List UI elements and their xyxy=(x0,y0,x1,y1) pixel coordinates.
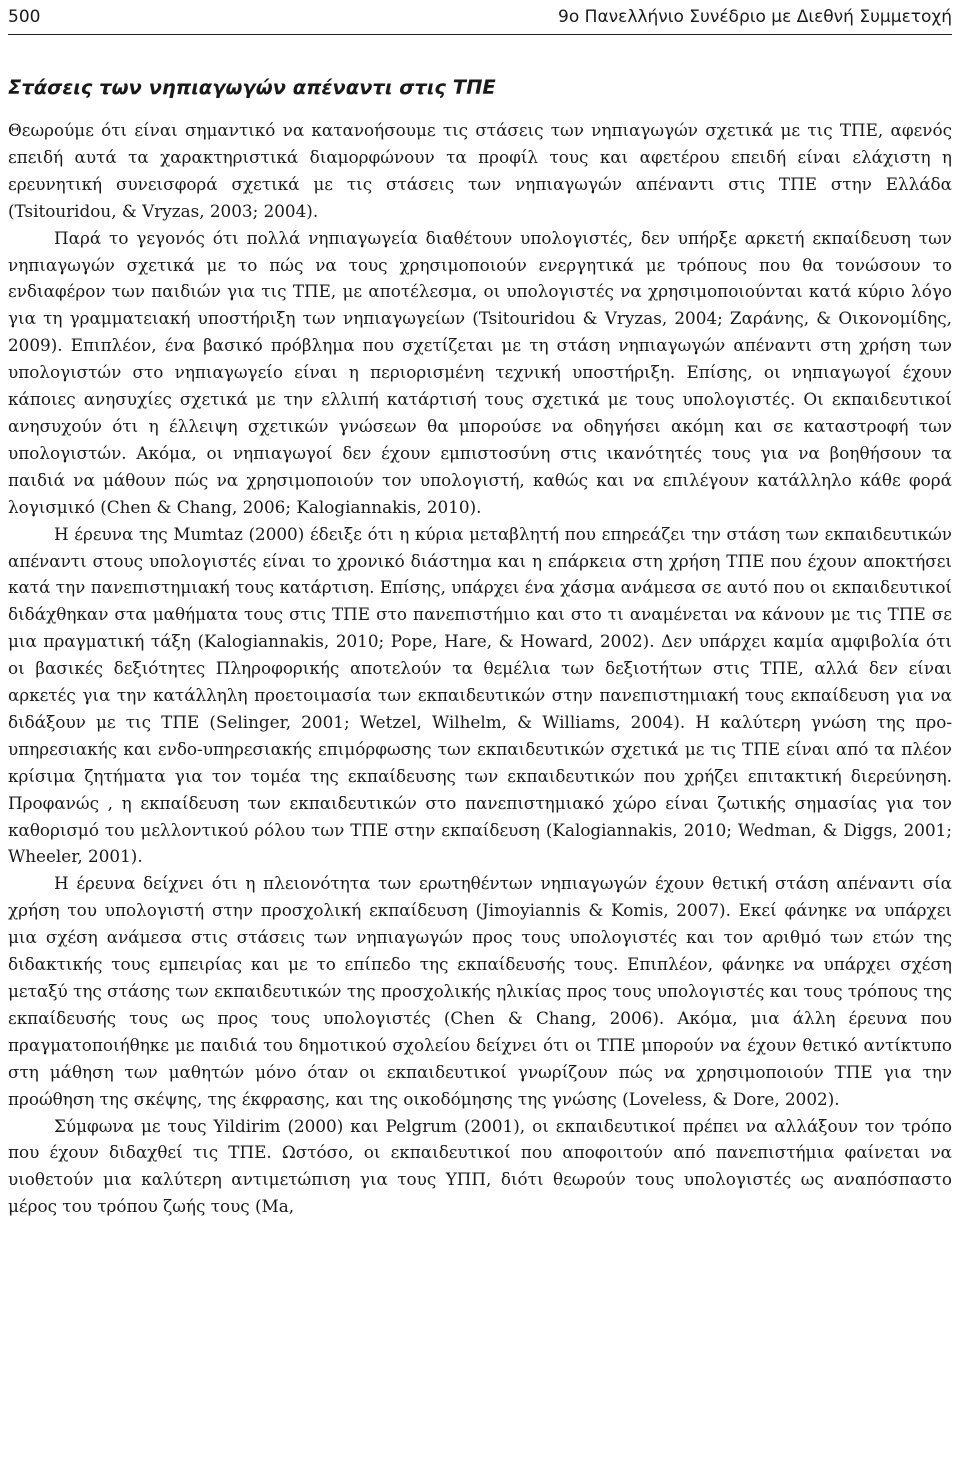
paragraph-4: Η έρευνα δείχνει ότι η πλειονότητα των ερωτηθέντων νηπιαγωγών έχουν θετική στάση απέναντι σία χρήση του υπολογιστή στην προσχολική εκπαίδευση (Jimoyiannis & Komis, 2007). Εκεί φάνηκε να υπάρχει μια σχέση ανάμεσα στις στάσεις των νηπιαγωγών προς τους υπολογιστές και τον αριθμό των ετών της διδακτικής τους εμπειρίας και με το επίπεδο της εκπαίδευσής τους. Επιπλέον, φάνηκε να υπάρχει σχέση μεταξύ της στάσης των εκπαιδευτικών της προσχολικής ηλικίας προς τους υπολογιστές και τους τρόπους της εκπαίδευσής τους ως προς τους υπολογιστές (Chen & Chang, 2006). Ακόμα, μια άλλη έρευνα που πραγματοποιήθηκε με παιδιά του δημοτικού σχολείου δείχνει ότι οι ΤΠΕ μπορούν να έχουν θετικό αντίκτυπο στη μάθηση των μαθητών μόνο όταν οι εκπαιδευτικοί γνωρίζουν πώς να χρησιμοποιούν ΤΠΕ για την προώθηση της σκέψης, της έκφρασης, και της οικοδόμησης της γνώσης (Loveless, & Dore, 2002). xyxy=(8,873,952,1109)
running-title: 9ο Πανελλήνιο Συνέδριο με Διεθνή Συμμετοχή xyxy=(558,7,952,27)
paragraph-3: Η έρευνα της Mumtaz (2000) έδειξε ότι η κύρια μεταβλητή που επηρεάζει την στάση των εκπαιδευτικών απέναντι στους υπολογιστές είναι το χρονικό διάστημα και η επάρκεια στη χρήση ΤΠΕ που έχουν αποκτήσει κατά την πανεπιστημιακή τους κατάρτιση. Επίσης, υπάρχει ένα χάσμα ανάμεσα σε αυτό που οι εκπαιδευτικοί διδάχθηκαν στα μαθήματα τους στις ΤΠΕ στο πανεπιστήμιο και στο τι αναμένεται να κάνουν με τις ΤΠΕ σε μια πραγματική τάξη (Kalogiannakis, 2010; Pope, Hare, & Howard, 2002). Δεν υπάρχει καμία αμφιβολία ότι οι βασικές δεξιότητες Πληροφορικής αποτελούν τα θεμέλια των δεξιοτήτων στις ΤΠΕ, αλλά δεν είναι αρκετές για την κατάλληλη προετοιμασία των εκπαιδευτικών στην πανεπιστημιακή τους εκπαίδευση για να διδάξουν με τις ΤΠΕ (Selinger, 2001; Wetzel, Wilhelm, & Williams, 2004). Η καλύτερη γνώση της προ-υπηρεσιακής και ενδο-υπηρεσιακής επιμόρφωσης των εκπαιδευτικών σχετικά με τις ΤΠΕ είναι από τα πλέον κρίσιμα ζητήματα για τον τομέα της εκπαίδευσης των εκπαιδευτικών που χρήζει επιτακτική διερεύνηση. Προφανώς , η εκπαίδευση των εκπαιδευτικών στο πανεπιστημιακό χώρο είναι ζωτικής σημασίας για τον καθορισμό του μελλοντικού ρόλου των ΤΠΕ στην εκπαίδευση (Kalogiannakis, 2010; Wedman, & Diggs, 2001; Wheeler, 2001). xyxy=(8,523,952,867)
page-header xyxy=(8,0,952,35)
page-number: 500 xyxy=(8,7,41,27)
section-title: Στάσεις των νηπιαγωγών απέναντι στις ΤΠΕ xyxy=(8,76,496,99)
paragraph-5: Σύμφωνα με τους Yildirim (2000) και Pelgrum (2001), οι εκπαιδευτικοί πρέπει να αλλάξουν τον τρόπο που έχουν διδαχθεί τις ΤΠΕ. Ωστόσο, οι εκπαιδευτικοί που αποφοιτούν από πανεπιστήμια φαίνεται να υιοθετούν μια καλύτερη αντιμετώπιση για τους ΥΠΠ, διότι θεωρούν τους υπολογιστές ως αναπόσπαστο μέρος του τρόπου ζωής τους (Ma, xyxy=(8,1115,952,1217)
paragraph-1: Θεωρούμε ότι είναι σημαντικό να κατανοήσουμε τις στάσεις των νηπιαγωγών σχετικά με τις ΤΠΕ, αφενός επειδή αυτά τα χαρακτηριστικά διαμορφώνουν τα προφίλ τους και αφετέρου επειδή είναι ελάχιστη η ερευνητική συνεισφορά σχετικά με τις στάσεις των νηπιαγωγών απέναντι στις ΤΠΕ στην Ελλάδα (Tsitouridou, & Vryzas, 2003; 2004). xyxy=(8,120,952,221)
body-text xyxy=(8,117,952,1220)
paragraph-2: Παρά το γεγονός ότι πολλά νηπιαγωγεία διαθέτουν υπολογιστές, δεν υπήρξε αρκετή εκπαίδευση των νηπιαγωγών σχετικά με το πώς να τους χρησιμοποιούν ενεργητικά με τρόπους που θα τονώσουν το ενδιαφέρον των παιδιών για τις ΤΠΕ, με αποτέλεσμα, οι υπολογιστές να χρησιμοποιούνται κατά κύριο λόγο για τη γραμματειακή υποστήριξη των νηπιαγωγείων (Tsitouridou & Vryzas, 2004; Ζαράνης, & Οικονομίδης, 2009). Επιπλέον, ένα βασικό πρόβλημα που σχετίζεται με τη στάση νηπιαγωγών απέναντι στη χρήση των υπολογιστών στο νηπιαγωγείο είναι η περιορισμένη τεχνική υποστήριξη. Επίσης, οι νηπιαγωγοί έχουν κάποιες ανησυχίες σχετικά με την ελλιπή κατάρτισή τους σχετικά με τους υπολογιστές. Οι εκπαιδευτικοί ανησυχούν ότι η έλλειψη σχετικών γνώσεων θα μπορούσε να οδηγήσει ακόμη και σε καταστροφή των υπολογιστών. Ακόμα, οι νηπιαγωγοί δεν έχουν εμπιστοσύνη στις ικανότητές τους για να βοηθήσουν τα παιδιά να μάθουν πώς να χρησιμοποιούν τον υπολογιστή, καθώς και να επιλέγουν κατάλληλο κάθε φορά λογισμικό (Chen & Chang, 2006; Kalogiannakis, 2010). xyxy=(8,227,952,517)
